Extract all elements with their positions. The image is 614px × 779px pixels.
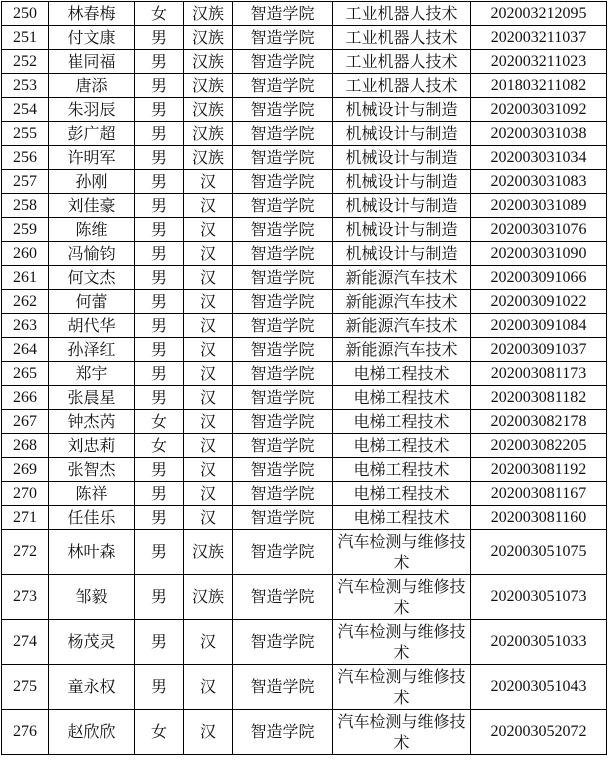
student-college: 智造学院: [233, 314, 333, 338]
student-sex: 男: [135, 290, 184, 314]
student-college: 智造学院: [233, 434, 333, 458]
student-name: 崔同福: [49, 50, 135, 74]
student-ethnicity: 汉: [184, 290, 233, 314]
student-ethnicity: 汉: [184, 410, 233, 434]
student-name: 刘佳豪: [49, 194, 135, 218]
student-sex: 男: [135, 50, 184, 74]
student-id: 202003091022: [471, 290, 607, 314]
row-number: 275: [2, 665, 49, 710]
student-name: 钟杰芮: [49, 410, 135, 434]
student-college: 智造学院: [233, 218, 333, 242]
student-major: 工业机器人技术: [333, 74, 471, 98]
student-ethnicity: 汉: [184, 338, 233, 362]
student-name: 付文康: [49, 26, 135, 50]
student-college: 智造学院: [233, 2, 333, 26]
table-row: [2, 575, 607, 620]
student-major: 机械设计与制造: [333, 122, 471, 146]
student-sex: 男: [135, 620, 184, 665]
student-name: 童永权: [49, 665, 135, 710]
table-row: [2, 314, 607, 338]
student-major: 电梯工程技术: [333, 506, 471, 530]
student-ethnicity: 汉: [184, 386, 233, 410]
table-row: [2, 26, 607, 50]
row-number: 266: [2, 386, 49, 410]
student-major: 机械设计与制造: [333, 218, 471, 242]
student-sex: 男: [135, 98, 184, 122]
row-number: 265: [2, 362, 49, 386]
student-sex: 男: [135, 170, 184, 194]
student-college: 智造学院: [233, 194, 333, 218]
student-major: 汽车检测与维修技术: [333, 575, 471, 620]
student-sex: 男: [135, 386, 184, 410]
student-sex: 男: [135, 146, 184, 170]
table-row: [2, 122, 607, 146]
student-college: 智造学院: [233, 665, 333, 710]
row-number: 255: [2, 122, 49, 146]
student-college: 智造学院: [233, 170, 333, 194]
student-major: 汽车检测与维修技术: [333, 665, 471, 710]
student-name: 许明军: [49, 146, 135, 170]
student-name: 唐添: [49, 74, 135, 98]
student-name: 张晨星: [49, 386, 135, 410]
table-row: [2, 170, 607, 194]
student-id: 202003081167: [471, 482, 607, 506]
student-id: 202003081182: [471, 386, 607, 410]
row-number: 259: [2, 218, 49, 242]
row-number: 252: [2, 50, 49, 74]
student-id: 202003051075: [471, 530, 607, 575]
student-id: 202003051043: [471, 665, 607, 710]
table-row: [2, 410, 607, 434]
student-name: 陈维: [49, 218, 135, 242]
student-name: 林春梅: [49, 2, 135, 26]
student-id: 202003031090: [471, 242, 607, 266]
student-major: 电梯工程技术: [333, 482, 471, 506]
student-ethnicity: 汉: [184, 266, 233, 290]
student-ethnicity: 汉族: [184, 26, 233, 50]
row-number: 262: [2, 290, 49, 314]
table-row: [2, 2, 607, 26]
table-row: [2, 458, 607, 482]
student-sex: 男: [135, 458, 184, 482]
student-id: 202003211023: [471, 50, 607, 74]
student-name: 陈祥: [49, 482, 135, 506]
student-ethnicity: 汉: [184, 194, 233, 218]
student-name: 赵欣欣: [49, 710, 135, 755]
student-ethnicity: 汉: [184, 506, 233, 530]
table-row: [2, 266, 607, 290]
student-ethnicity: 汉: [184, 434, 233, 458]
student-sex: 男: [135, 530, 184, 575]
student-sex: 男: [135, 218, 184, 242]
table-row: [2, 482, 607, 506]
student-college: 智造学院: [233, 122, 333, 146]
student-id: 202003081160: [471, 506, 607, 530]
student-id: 201803211082: [471, 74, 607, 98]
student-id: 202003031034: [471, 146, 607, 170]
student-major: 电梯工程技术: [333, 362, 471, 386]
student-major: 机械设计与制造: [333, 146, 471, 170]
student-ethnicity: 汉族: [184, 530, 233, 575]
student-name: 刘忠莉: [49, 434, 135, 458]
student-college: 智造学院: [233, 410, 333, 434]
student-major: 机械设计与制造: [333, 170, 471, 194]
student-ethnicity: 汉族: [184, 575, 233, 620]
student-major: 机械设计与制造: [333, 194, 471, 218]
row-number: 272: [2, 530, 49, 575]
student-major: 汽车检测与维修技术: [333, 530, 471, 575]
table-row: [2, 506, 607, 530]
student-name: 朱羽辰: [49, 98, 135, 122]
row-number: 267: [2, 410, 49, 434]
student-id: 202003031089: [471, 194, 607, 218]
student-college: 智造学院: [233, 482, 333, 506]
student-major: 电梯工程技术: [333, 434, 471, 458]
student-id: 202003082178: [471, 410, 607, 434]
row-number: 258: [2, 194, 49, 218]
student-ethnicity: 汉: [184, 482, 233, 506]
student-sex: 女: [135, 2, 184, 26]
student-sex: 男: [135, 482, 184, 506]
student-name: 郑宇: [49, 362, 135, 386]
student-major: 汽车检测与维修技术: [333, 710, 471, 755]
student-college: 智造学院: [233, 362, 333, 386]
student-id: 202003091066: [471, 266, 607, 290]
student-ethnicity: 汉: [184, 458, 233, 482]
student-major: 工业机器人技术: [333, 26, 471, 50]
student-name: 何文杰: [49, 266, 135, 290]
student-major: 电梯工程技术: [333, 458, 471, 482]
table-row: [2, 434, 607, 458]
student-name: 彭广超: [49, 122, 135, 146]
student-sex: 男: [135, 122, 184, 146]
student-sex: 男: [135, 575, 184, 620]
student-ethnicity: 汉族: [184, 2, 233, 26]
row-number: 271: [2, 506, 49, 530]
student-ethnicity: 汉族: [184, 146, 233, 170]
table-row: [2, 242, 607, 266]
student-sex: 男: [135, 26, 184, 50]
table-row: [2, 530, 607, 575]
student-name: 孙泽红: [49, 338, 135, 362]
student-college: 智造学院: [233, 146, 333, 170]
student-id: 202003031076: [471, 218, 607, 242]
student-name: 冯愉钧: [49, 242, 135, 266]
student-major: 电梯工程技术: [333, 410, 471, 434]
student-major: 汽车检测与维修技术: [333, 620, 471, 665]
table-row: [2, 710, 607, 755]
student-sex: 女: [135, 410, 184, 434]
student-name: 何蕾: [49, 290, 135, 314]
row-number: 256: [2, 146, 49, 170]
table-row: [2, 386, 607, 410]
student-college: 智造学院: [233, 266, 333, 290]
student-sex: 男: [135, 314, 184, 338]
student-college: 智造学院: [233, 575, 333, 620]
student-college: 智造学院: [233, 338, 333, 362]
student-sex: 女: [135, 434, 184, 458]
table-row: [2, 218, 607, 242]
student-major: 新能源汽车技术: [333, 338, 471, 362]
row-number: 270: [2, 482, 49, 506]
student-list-table: [1, 1, 607, 755]
table-row: [2, 194, 607, 218]
student-sex: 男: [135, 194, 184, 218]
student-college: 智造学院: [233, 530, 333, 575]
student-id: 202003211037: [471, 26, 607, 50]
row-number: 257: [2, 170, 49, 194]
student-college: 智造学院: [233, 26, 333, 50]
row-number: 276: [2, 710, 49, 755]
row-number: 253: [2, 74, 49, 98]
row-number: 269: [2, 458, 49, 482]
student-id: 202003212095: [471, 2, 607, 26]
student-id: 202003051033: [471, 620, 607, 665]
student-major: 新能源汽车技术: [333, 314, 471, 338]
row-number: 264: [2, 338, 49, 362]
student-college: 智造学院: [233, 620, 333, 665]
row-number: 260: [2, 242, 49, 266]
student-sex: 男: [135, 338, 184, 362]
student-ethnicity: 汉族: [184, 122, 233, 146]
student-id: 202003051073: [471, 575, 607, 620]
student-ethnicity: 汉: [184, 710, 233, 755]
row-number: 261: [2, 266, 49, 290]
student-college: 智造学院: [233, 506, 333, 530]
student-major: 工业机器人技术: [333, 2, 471, 26]
student-major: 工业机器人技术: [333, 50, 471, 74]
row-number: 273: [2, 575, 49, 620]
table-row: [2, 290, 607, 314]
student-ethnicity: 汉族: [184, 98, 233, 122]
student-id: 202003081192: [471, 458, 607, 482]
student-id: 202003091084: [471, 314, 607, 338]
student-ethnicity: 汉: [184, 218, 233, 242]
student-name: 孙刚: [49, 170, 135, 194]
student-id: 202003031038: [471, 122, 607, 146]
student-major: 机械设计与制造: [333, 98, 471, 122]
table-row: [2, 50, 607, 74]
table-row: [2, 74, 607, 98]
student-college: 智造学院: [233, 74, 333, 98]
student-sex: 女: [135, 710, 184, 755]
table-body: [2, 2, 607, 755]
student-college: 智造学院: [233, 458, 333, 482]
student-sex: 男: [135, 506, 184, 530]
student-name: 邹毅: [49, 575, 135, 620]
table-row: [2, 620, 607, 665]
student-ethnicity: 汉: [184, 170, 233, 194]
student-major: 新能源汽车技术: [333, 266, 471, 290]
student-id: 202003091037: [471, 338, 607, 362]
table-row: [2, 362, 607, 386]
row-number: 254: [2, 98, 49, 122]
student-ethnicity: 汉: [184, 362, 233, 386]
student-name: 杨茂灵: [49, 620, 135, 665]
student-college: 智造学院: [233, 98, 333, 122]
student-sex: 男: [135, 242, 184, 266]
row-number: 263: [2, 314, 49, 338]
student-sex: 男: [135, 266, 184, 290]
student-ethnicity: 汉: [184, 620, 233, 665]
student-ethnicity: 汉: [184, 242, 233, 266]
student-id: 202003082205: [471, 434, 607, 458]
student-college: 智造学院: [233, 50, 333, 74]
student-name: 林叶森: [49, 530, 135, 575]
table-row: [2, 338, 607, 362]
table-row: [2, 146, 607, 170]
table-row: [2, 98, 607, 122]
table-row: [2, 665, 607, 710]
row-number: 250: [2, 2, 49, 26]
student-major: 机械设计与制造: [333, 242, 471, 266]
student-name: 张智杰: [49, 458, 135, 482]
student-major: 电梯工程技术: [333, 386, 471, 410]
student-sex: 男: [135, 665, 184, 710]
student-ethnicity: 汉族: [184, 50, 233, 74]
student-ethnicity: 汉: [184, 665, 233, 710]
student-ethnicity: 汉族: [184, 74, 233, 98]
student-name: 胡代华: [49, 314, 135, 338]
student-id: 202003081173: [471, 362, 607, 386]
student-college: 智造学院: [233, 290, 333, 314]
row-number: 268: [2, 434, 49, 458]
student-sex: 男: [135, 362, 184, 386]
student-id: 202003052072: [471, 710, 607, 755]
student-college: 智造学院: [233, 710, 333, 755]
student-id: 202003031092: [471, 98, 607, 122]
student-ethnicity: 汉: [184, 314, 233, 338]
student-name: 任佳乐: [49, 506, 135, 530]
student-college: 智造学院: [233, 386, 333, 410]
student-major: 新能源汽车技术: [333, 290, 471, 314]
row-number: 274: [2, 620, 49, 665]
student-id: 202003031083: [471, 170, 607, 194]
student-sex: 男: [135, 74, 184, 98]
student-college: 智造学院: [233, 242, 333, 266]
row-number: 251: [2, 26, 49, 50]
